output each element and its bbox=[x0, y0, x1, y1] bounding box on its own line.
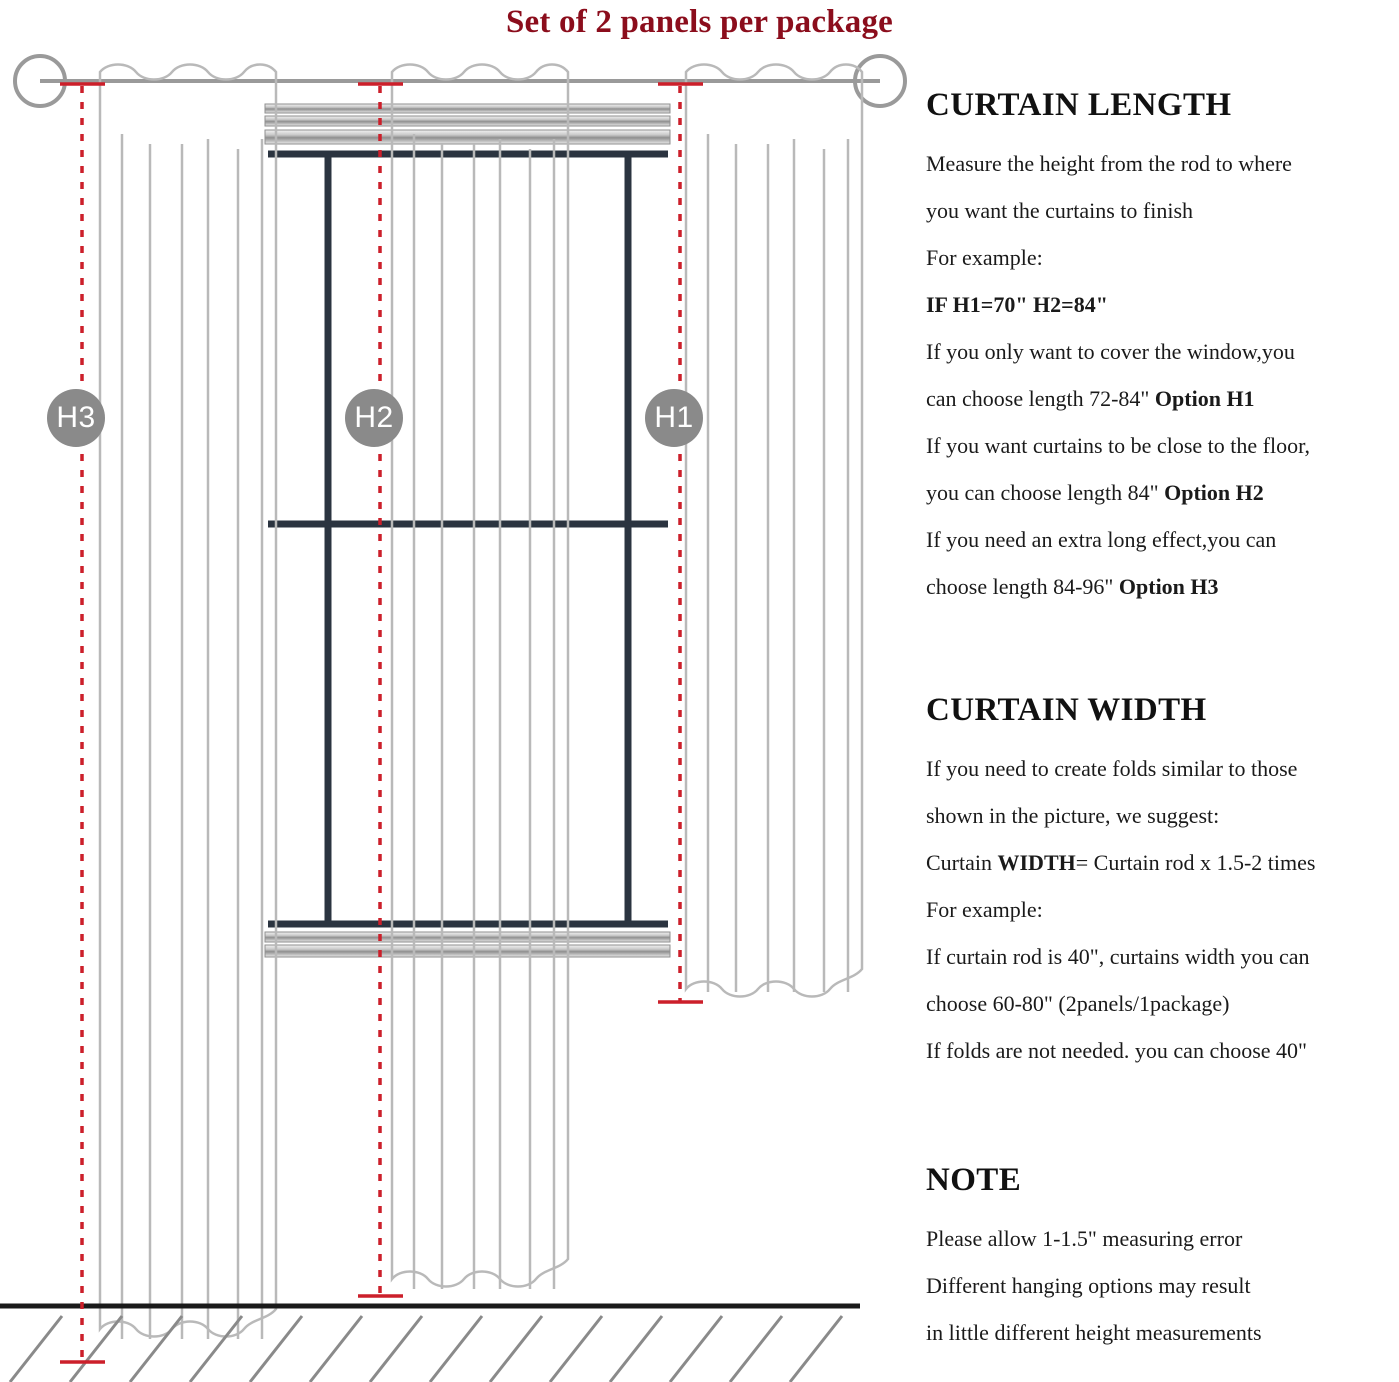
marker-h1: H1 bbox=[645, 389, 703, 447]
curtain-diagram bbox=[0, 44, 910, 1382]
curtain-panels bbox=[100, 65, 862, 1340]
marker-h2: H2 bbox=[345, 389, 403, 447]
section-curtain-length bbox=[926, 84, 1399, 610]
length-line-4: IF H1=70" H2=84" bbox=[926, 292, 1108, 317]
text-column bbox=[920, 44, 1399, 1382]
width-line-6: choose 60-80" (2panels/1package) bbox=[926, 991, 1230, 1016]
floor-line bbox=[0, 1306, 860, 1382]
length-line-8-text: you can choose length 84" bbox=[926, 480, 1165, 505]
curtain-rod bbox=[15, 56, 905, 106]
width-keyword: WIDTH bbox=[997, 850, 1076, 875]
length-line-6 bbox=[926, 375, 1399, 422]
length-line-5: If you only want to cover the window,you bbox=[926, 339, 1295, 364]
section-curtain-width bbox=[926, 689, 1399, 1074]
curtain-width-heading: CURTAIN WIDTH bbox=[926, 692, 1207, 728]
length-line-6-text: can choose length 72-84" bbox=[926, 386, 1155, 411]
page-title: Set of 2 panels per package bbox=[505, 4, 894, 40]
width-line-7: If folds are not needed. you can choose 40" bbox=[926, 1038, 1308, 1063]
note-line-1: Please allow 1-1.5" measuring error bbox=[926, 1226, 1243, 1251]
width-line-5: If curtain rod is 40", curtains width you can bbox=[926, 944, 1310, 969]
width-line-1: If you need to create folds similar to those bbox=[926, 756, 1298, 781]
length-line-10-text: choose length 84-96" bbox=[926, 574, 1119, 599]
curtain-length-body bbox=[926, 140, 1399, 610]
length-line-10 bbox=[926, 563, 1399, 610]
length-line-8 bbox=[926, 469, 1399, 516]
window-graphic bbox=[265, 104, 670, 957]
note-line-3: in little different height measurements bbox=[926, 1320, 1262, 1345]
length-line-1: Measure the height from the rod to where bbox=[926, 151, 1292, 176]
length-line-7: If you want curtains to be close to the floor, bbox=[926, 433, 1311, 458]
length-line-2: you want the curtains to finish bbox=[926, 198, 1194, 223]
length-option-h1: Option H1 bbox=[1154, 386, 1255, 411]
width-line-2: shown in the picture, we suggest: bbox=[926, 803, 1220, 828]
note-line-2: Different hanging options may result bbox=[926, 1273, 1251, 1298]
width-line-3-text2: = Curtain rod x 1.5-2 times bbox=[1075, 850, 1316, 875]
width-line-4: For example: bbox=[926, 897, 1043, 922]
length-line-3: For example: bbox=[926, 245, 1043, 270]
length-option-h3: Option H3 bbox=[1118, 574, 1219, 599]
curtain-length-heading: CURTAIN LENGTH bbox=[926, 87, 1232, 123]
length-line-9: If you need an extra long effect,you can bbox=[926, 527, 1277, 552]
width-line-3-text: Curtain bbox=[926, 850, 998, 875]
curtain-width-body bbox=[926, 745, 1399, 1074]
section-note bbox=[926, 1159, 1399, 1356]
note-heading: NOTE bbox=[926, 1162, 1022, 1198]
note-body bbox=[926, 1215, 1399, 1356]
width-line-3 bbox=[926, 839, 1399, 886]
dimension-lines bbox=[60, 84, 703, 1362]
marker-h3: H3 bbox=[47, 389, 105, 447]
length-option-h2: Option H2 bbox=[1164, 480, 1264, 505]
